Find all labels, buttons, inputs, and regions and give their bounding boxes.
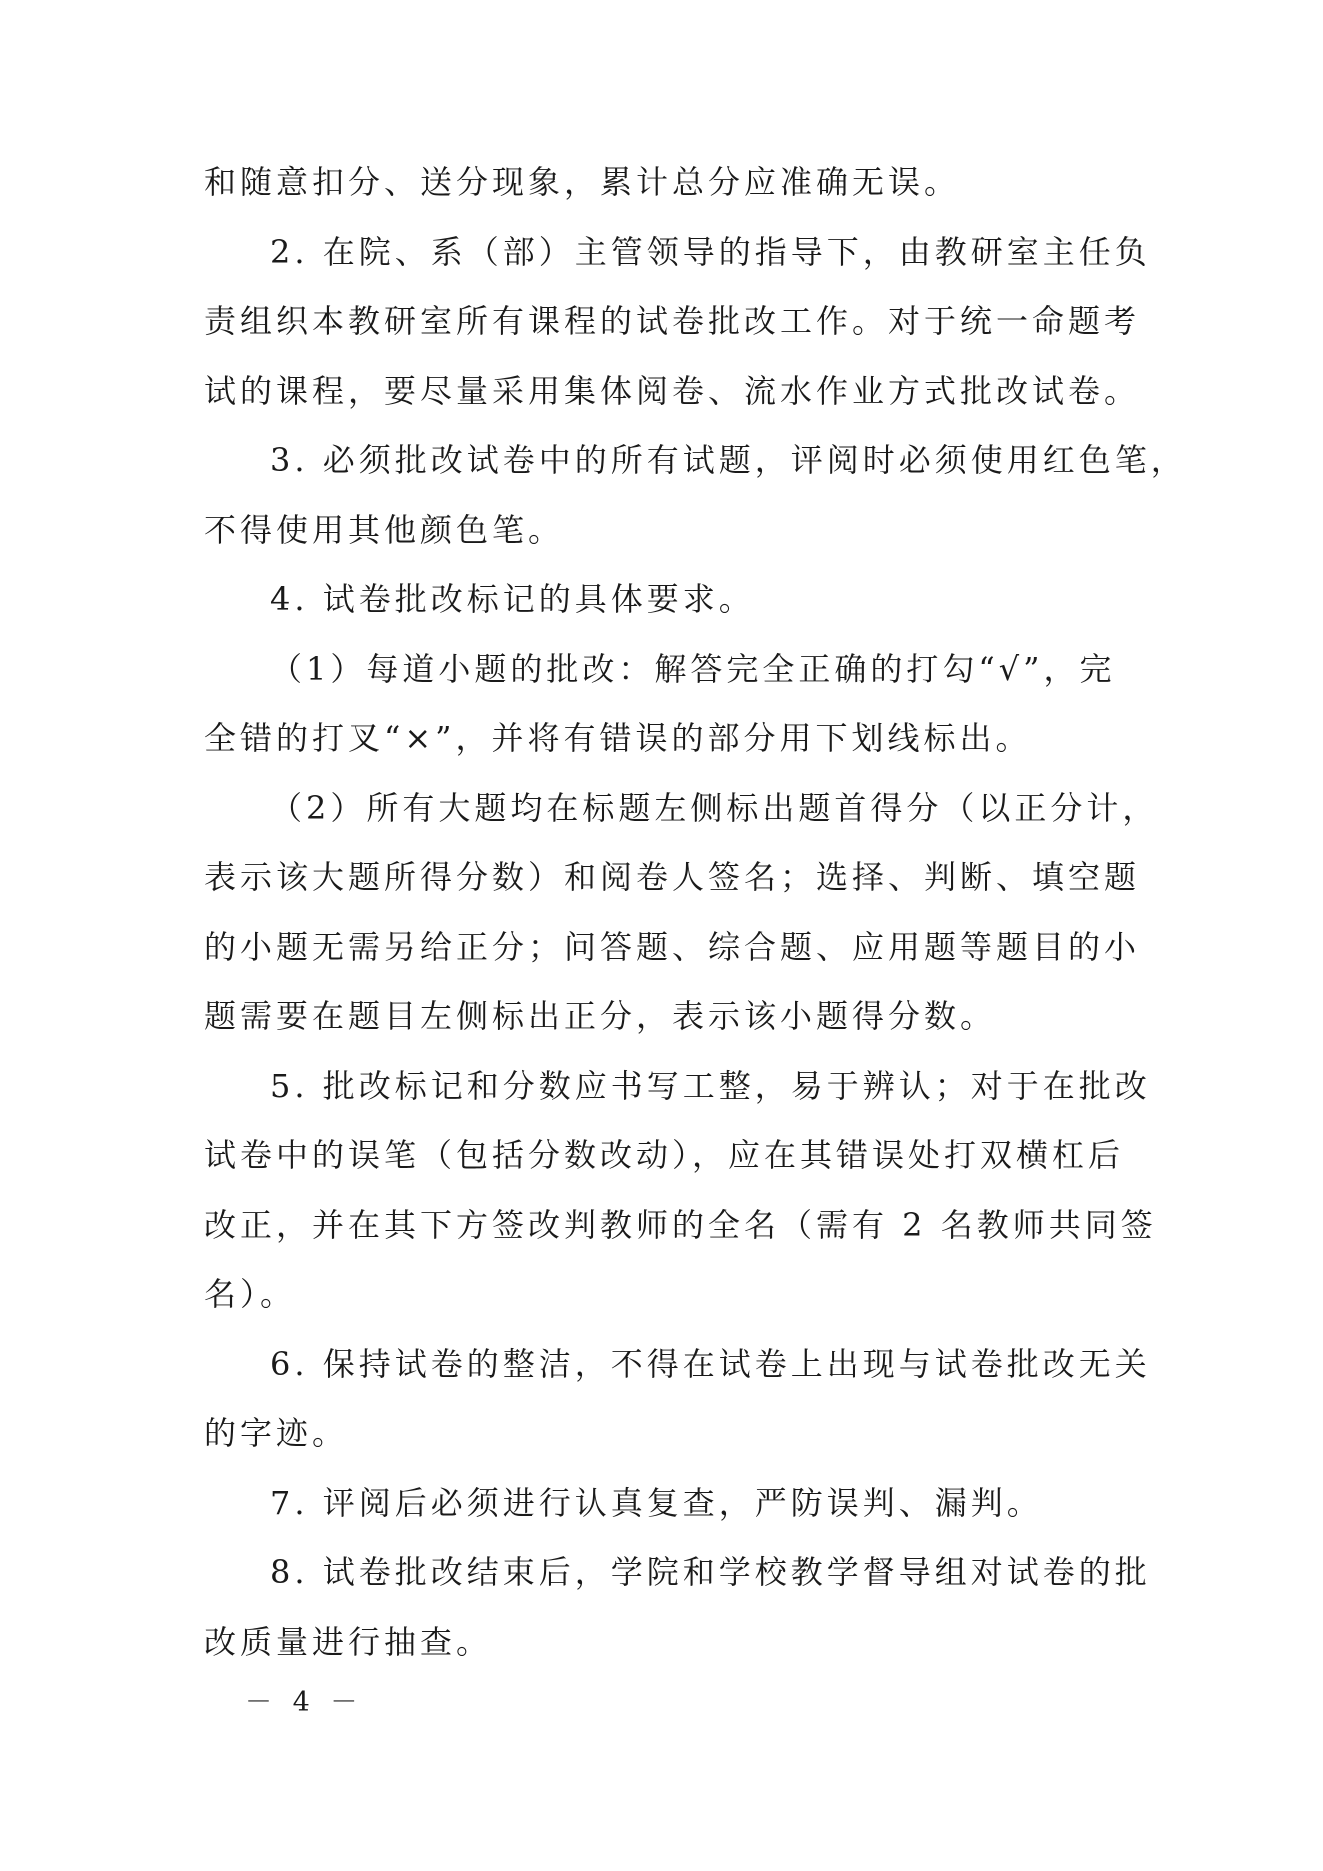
text-line: 4. 试卷批改标记的具体要求。 [270, 580, 755, 618]
text-line: 的字迹。 [204, 1414, 349, 1452]
text-line: 试卷中的误笔（包括分数改动），应在其错误处打双横杠后 [204, 1136, 1125, 1174]
text-line: 全错的打叉“×”，并将有错误的部分用下划线标出。 [204, 719, 1032, 757]
text-line: 名）。 [204, 1275, 297, 1313]
text-line: 改正，并在其下方签改判教师的全名（需有 2 名教师共同签 [204, 1205, 1157, 1244]
text-line: 7. 评阅后必须进行认真复查，严防误判、漏判。 [270, 1483, 1043, 1522]
text-line: 5. 批改标记和分数应书写工整，易于辨认；对于在批改 [270, 1066, 1151, 1105]
text-line: 的小题无需另给正分；问答题、综合题、应用题等题目的小 [204, 927, 1141, 966]
text-line: 6. 保持试卷的整洁，不得在试卷上出现与试卷批改无关 [270, 1344, 1151, 1383]
text-line: （1）每道小题的批改：解答完全正确的打勾“√”，完 [270, 649, 1116, 688]
text-line: 责组织本教研室所有课程的试卷批改工作。对于统一命题考 [204, 302, 1141, 340]
text-line: 和随意扣分、送分现象，累计总分应准确无误。 [204, 163, 961, 201]
text-line: 不得使用其他颜色笔。 [204, 510, 565, 549]
text-line: 8. 试卷批改结束后，学院和学校教学督导组对试卷的批 [270, 1553, 1151, 1591]
text-line: 表示该大题所得分数）和阅卷人签名；选择、判断、填空题 [204, 858, 1141, 896]
text-line: 试的课程，要尽量采用集体阅卷、流水作业方式批改试卷。 [204, 371, 1141, 410]
text-line: 改质量进行抽查。 [204, 1622, 493, 1661]
text-line: 题需要在题目左侧标出正分，表示该小题得分数。 [204, 997, 997, 1035]
text-line: （2）所有大题均在标题左侧标出题首得分（以正分计， [270, 788, 1159, 827]
text-line: 2. 在院、系（部）主管领导的指导下，由教研室主任负 [270, 232, 1151, 271]
document-body [204, 148, 1187, 1677]
text-line: 3. 必须批改试卷中的所有试题，评阅时必须使用红色笔， [270, 441, 1187, 479]
page-number: － 4 － [245, 1687, 364, 1718]
